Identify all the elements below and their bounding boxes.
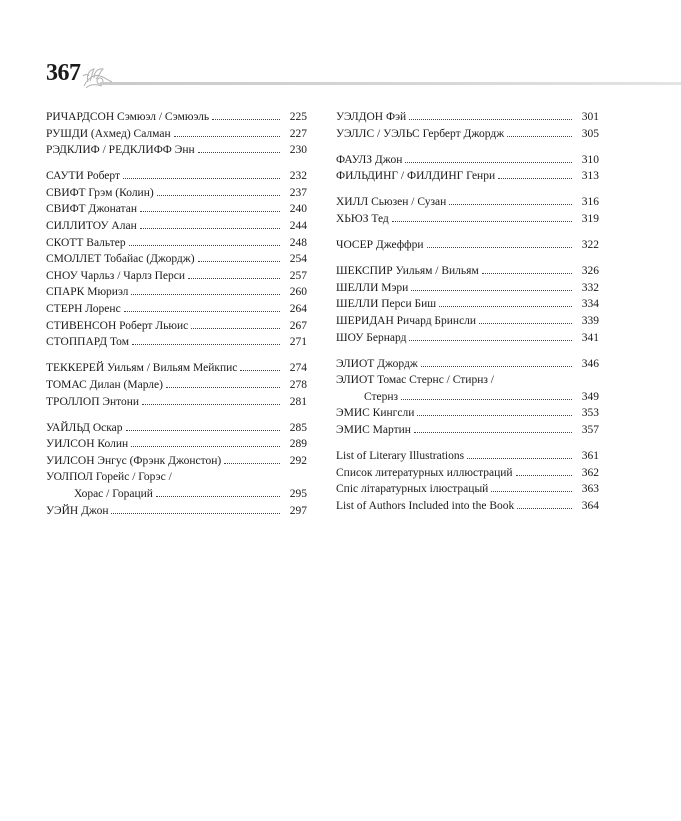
toc-entry-page: 271 xyxy=(289,336,307,349)
toc-entry[interactable] xyxy=(46,318,307,335)
toc-entry-page: 363 xyxy=(581,483,599,496)
toc-right-column xyxy=(336,109,599,514)
toc-entry-page: 339 xyxy=(581,314,599,327)
toc-entry-name: СКОТТ Вальтер xyxy=(46,236,126,249)
group-separator xyxy=(336,142,599,152)
toc-entry-name: УЭЛЛС / УЭЛЬС Герберт Джордж xyxy=(336,127,505,140)
dot-leader xyxy=(157,195,280,196)
toc-entry-page: 346 xyxy=(581,357,599,370)
toc-entry-page: 267 xyxy=(289,319,307,332)
dot-leader xyxy=(507,136,572,137)
dot-leader xyxy=(123,178,280,179)
toc-entry-name: СМОЛЛЕТ Тобайас (Джордж) xyxy=(46,253,195,266)
toc-entry-name: ТЕККЕРЕЙ Уильям / Вильям Мейкпис xyxy=(46,362,238,375)
group-separator xyxy=(336,228,599,238)
toc-entry[interactable] xyxy=(336,152,599,169)
toc-entry[interactable] xyxy=(336,168,599,185)
toc-entry-page: 281 xyxy=(289,395,307,408)
toc-entry-name: РИЧАРДСОН Сэмюэл / Сэмюэль xyxy=(46,111,210,123)
group-separator xyxy=(336,185,599,195)
dot-leader xyxy=(414,432,572,433)
toc-entry-page: 332 xyxy=(581,281,599,294)
toc-entry[interactable] xyxy=(46,235,307,252)
toc-entry-name: ШОУ Бернард xyxy=(336,331,407,344)
toc-entry-page: 364 xyxy=(581,499,599,512)
toc-entry-page: 264 xyxy=(289,303,307,316)
page-number: 367 xyxy=(46,60,81,86)
toc-entry-name: УОЛПОЛ Горейс / Горэс / xyxy=(46,471,172,484)
toc-entry[interactable] xyxy=(46,469,307,502)
toc-left-column xyxy=(46,109,307,519)
floral-ornament-icon xyxy=(80,64,114,94)
toc-entry-page: 297 xyxy=(289,504,307,517)
toc-entry[interactable] xyxy=(336,481,599,498)
toc-entry-page: 362 xyxy=(581,466,599,479)
toc-entry[interactable] xyxy=(46,301,307,318)
group-separator xyxy=(336,346,599,356)
toc-entry-page: 227 xyxy=(289,127,307,140)
toc-entry-page: 341 xyxy=(581,331,599,344)
toc-entry-name: УЭЙН Джон xyxy=(46,504,109,517)
toc-entry-name: ЭМИС Мартин xyxy=(336,424,411,436)
toc-entry-name: СИЛЛИТОУ Алан xyxy=(46,220,137,233)
toc-entry[interactable] xyxy=(46,394,307,411)
toc-entry-page: 244 xyxy=(289,220,307,233)
dot-leader xyxy=(491,491,572,492)
toc-entry-name: СТОППАРД Том xyxy=(46,336,129,349)
dot-leader xyxy=(126,430,280,431)
dot-leader xyxy=(174,136,280,137)
toc-entry-name: ЧОСЕР Джеффри xyxy=(336,239,424,252)
toc-entry-name: СВИФТ Грэм (Колин) xyxy=(46,186,154,199)
toc-entry-name: СНОУ Чарльз / Чарлз Перси xyxy=(46,269,186,282)
toc-entry-name: УАЙЛЬД Оскар xyxy=(46,421,123,434)
toc-entry-page: 237 xyxy=(289,186,307,199)
dot-leader xyxy=(166,387,280,388)
toc-entry-name: СТИВЕНСОН Роберт Льюис xyxy=(46,319,189,332)
toc-entry[interactable] xyxy=(336,465,599,482)
toc-entry-name: ШЕКСПИР Уильям / Вильям xyxy=(336,265,479,278)
dot-leader xyxy=(401,399,572,400)
toc-entry-page: 301 xyxy=(581,111,599,123)
toc-entry-name: РУШДИ (Ахмед) Салман xyxy=(46,127,171,140)
toc-entry-name: САУТИ Роберт xyxy=(46,170,121,183)
toc-entry[interactable] xyxy=(46,185,307,202)
toc-entry-page: 285 xyxy=(289,421,307,434)
toc-entry[interactable] xyxy=(336,356,599,373)
toc-entry-page: 353 xyxy=(581,407,599,420)
toc-entry-page: 326 xyxy=(581,265,599,278)
toc-entry[interactable] xyxy=(46,420,307,437)
group-separator xyxy=(46,159,307,169)
dot-leader xyxy=(191,328,280,329)
dot-leader xyxy=(417,415,572,416)
dot-leader xyxy=(467,458,572,459)
toc-entry[interactable] xyxy=(46,360,307,377)
dot-leader xyxy=(517,508,572,509)
toc-entry[interactable] xyxy=(336,498,599,515)
toc-entry[interactable] xyxy=(336,280,599,297)
toc-entry-name: List of Literary Illustrations xyxy=(336,450,465,463)
toc-entry-name: Список литературных иллюстраций xyxy=(336,466,513,479)
dot-leader xyxy=(516,475,572,476)
toc-entry-name: ЭЛИОТ Джордж xyxy=(336,357,418,370)
toc-entry[interactable] xyxy=(46,251,307,268)
dot-leader xyxy=(439,306,572,307)
toc-entry-page: 349 xyxy=(581,390,599,403)
group-separator xyxy=(46,410,307,420)
toc-entry-page: 248 xyxy=(289,236,307,249)
toc-entry[interactable] xyxy=(336,448,599,465)
toc-entry-page: 260 xyxy=(289,286,307,299)
dot-leader xyxy=(140,211,280,212)
toc-entry-name: ЭМИС Кингсли xyxy=(336,407,415,420)
dot-leader xyxy=(111,513,280,514)
dot-leader xyxy=(498,178,572,179)
dot-leader xyxy=(212,119,280,120)
toc-entry[interactable] xyxy=(46,126,307,143)
dot-leader xyxy=(409,119,572,120)
dot-leader xyxy=(142,404,280,405)
toc-entry[interactable] xyxy=(46,168,307,185)
toc-entry-name: ШЕЛЛИ Перси Биш xyxy=(336,298,437,311)
dot-leader xyxy=(156,496,280,497)
toc-entry-page: 361 xyxy=(581,450,599,463)
group-separator xyxy=(336,254,599,264)
toc-entry-name-continued: Хорас / Гораций xyxy=(74,487,153,500)
toc-entry[interactable] xyxy=(46,377,307,394)
toc-entry[interactable] xyxy=(336,263,599,280)
toc-entry-name: ТОМАС Дилан (Марле) xyxy=(46,378,163,391)
toc-entry[interactable] xyxy=(336,109,599,126)
toc-entry-name: УИЛСОН Энгус (Фрэнк Джонстон) xyxy=(46,454,222,467)
toc-entry-page: 230 xyxy=(289,144,307,157)
toc-entry-name: ХИЛЛ Сьюзен / Сузан xyxy=(336,196,447,209)
dot-leader xyxy=(479,323,572,324)
toc-entry-page: 316 xyxy=(581,196,599,209)
toc-entry[interactable] xyxy=(336,211,599,228)
toc-entry-name: ТРОЛЛОП Энтони xyxy=(46,395,140,408)
toc-entry-page: 225 xyxy=(289,111,307,123)
toc-entry-name: ФИЛЬДИНГ / ФИЛДИНГ Генри xyxy=(336,170,496,183)
toc-entry-page: 240 xyxy=(289,203,307,216)
group-separator xyxy=(336,439,599,449)
dot-leader xyxy=(198,261,280,262)
toc-entry-name: СТЕРН Лоренс xyxy=(46,303,121,316)
toc-entry[interactable] xyxy=(46,436,307,453)
dot-leader xyxy=(421,366,572,367)
toc-entry-page: 295 xyxy=(289,487,307,500)
toc-entry-page: 319 xyxy=(581,212,599,225)
toc-entry[interactable] xyxy=(336,405,599,422)
toc-entry-name: ЭЛИОТ Томас Стернс / Стирнз / xyxy=(336,374,494,387)
dot-leader xyxy=(409,340,572,341)
dot-leader xyxy=(124,311,280,312)
toc-entry-name: ШЕРИДАН Ричард Бринсли xyxy=(336,314,477,327)
dot-leader xyxy=(405,162,572,163)
toc-entry-name: ХЬЮЗ Тед xyxy=(336,212,389,225)
dot-leader xyxy=(224,463,280,464)
dot-leader xyxy=(240,370,280,371)
toc-entry[interactable] xyxy=(46,453,307,470)
toc-entry-page: 274 xyxy=(289,362,307,375)
toc-entry-name: ФАУЛЗ Джон xyxy=(336,153,403,166)
toc-entry-page: 322 xyxy=(581,239,599,252)
toc-entry[interactable] xyxy=(336,330,599,347)
dot-leader xyxy=(131,294,280,295)
dot-leader xyxy=(188,278,280,279)
dot-leader xyxy=(482,273,572,274)
toc-entry[interactable] xyxy=(46,268,307,285)
toc-entry-name: List of Authors Included into the Book xyxy=(336,499,515,512)
toc-entry[interactable] xyxy=(46,334,307,351)
toc-entry-page: 305 xyxy=(581,127,599,140)
toc-entry[interactable] xyxy=(46,201,307,218)
dot-leader xyxy=(411,290,572,291)
toc-entry-name: СПАРК Мюриэл xyxy=(46,286,129,299)
toc-entry-name: ШЕЛЛИ Мэри xyxy=(336,281,409,294)
dot-leader xyxy=(198,152,280,153)
dot-leader xyxy=(132,344,280,345)
toc-entry-name: УЭЛДОН Фэй xyxy=(336,111,407,123)
dot-leader xyxy=(131,446,280,447)
toc-entry-name: РЭДКЛИФ / РЕДКЛИФФ Энн xyxy=(46,144,195,157)
toc-entry-page: 278 xyxy=(289,378,307,391)
toc-entry-name-continued: Стернз xyxy=(364,390,399,403)
toc-entry-name: УИЛСОН Колин xyxy=(46,438,129,451)
toc-entry-page: 254 xyxy=(289,253,307,266)
dot-leader xyxy=(449,204,572,205)
toc-entry[interactable] xyxy=(46,503,307,520)
toc-entry-page: 357 xyxy=(581,424,599,436)
dot-leader xyxy=(140,228,280,229)
group-separator xyxy=(46,351,307,361)
toc-entry[interactable] xyxy=(336,194,599,211)
toc-entry-page: 292 xyxy=(289,454,307,467)
toc-entry[interactable] xyxy=(336,237,599,254)
toc-entry[interactable] xyxy=(336,313,599,330)
toc-entry-page: 257 xyxy=(289,269,307,282)
toc-entry-page: 334 xyxy=(581,298,599,311)
toc-entry-name: СВИФТ Джонатан xyxy=(46,203,137,216)
toc-entry-page: 232 xyxy=(289,170,307,183)
header-rule xyxy=(100,82,681,85)
toc-entry-name: Спіс літаратурных ілюстрацый xyxy=(336,483,489,496)
toc-entry[interactable] xyxy=(46,142,307,159)
dot-leader xyxy=(129,245,280,246)
toc-entry[interactable] xyxy=(46,109,307,126)
toc-entry[interactable] xyxy=(336,126,599,143)
toc-entry-page: 310 xyxy=(581,153,599,166)
toc-entry-page: 289 xyxy=(289,438,307,451)
toc-entry[interactable] xyxy=(46,218,307,235)
toc-entry[interactable] xyxy=(46,284,307,301)
toc-entry[interactable] xyxy=(336,372,599,405)
toc-entry[interactable] xyxy=(336,422,599,439)
toc-entry-page: 313 xyxy=(581,170,599,183)
dot-leader xyxy=(427,247,572,248)
toc-entry[interactable] xyxy=(336,296,599,313)
dot-leader xyxy=(392,221,572,222)
